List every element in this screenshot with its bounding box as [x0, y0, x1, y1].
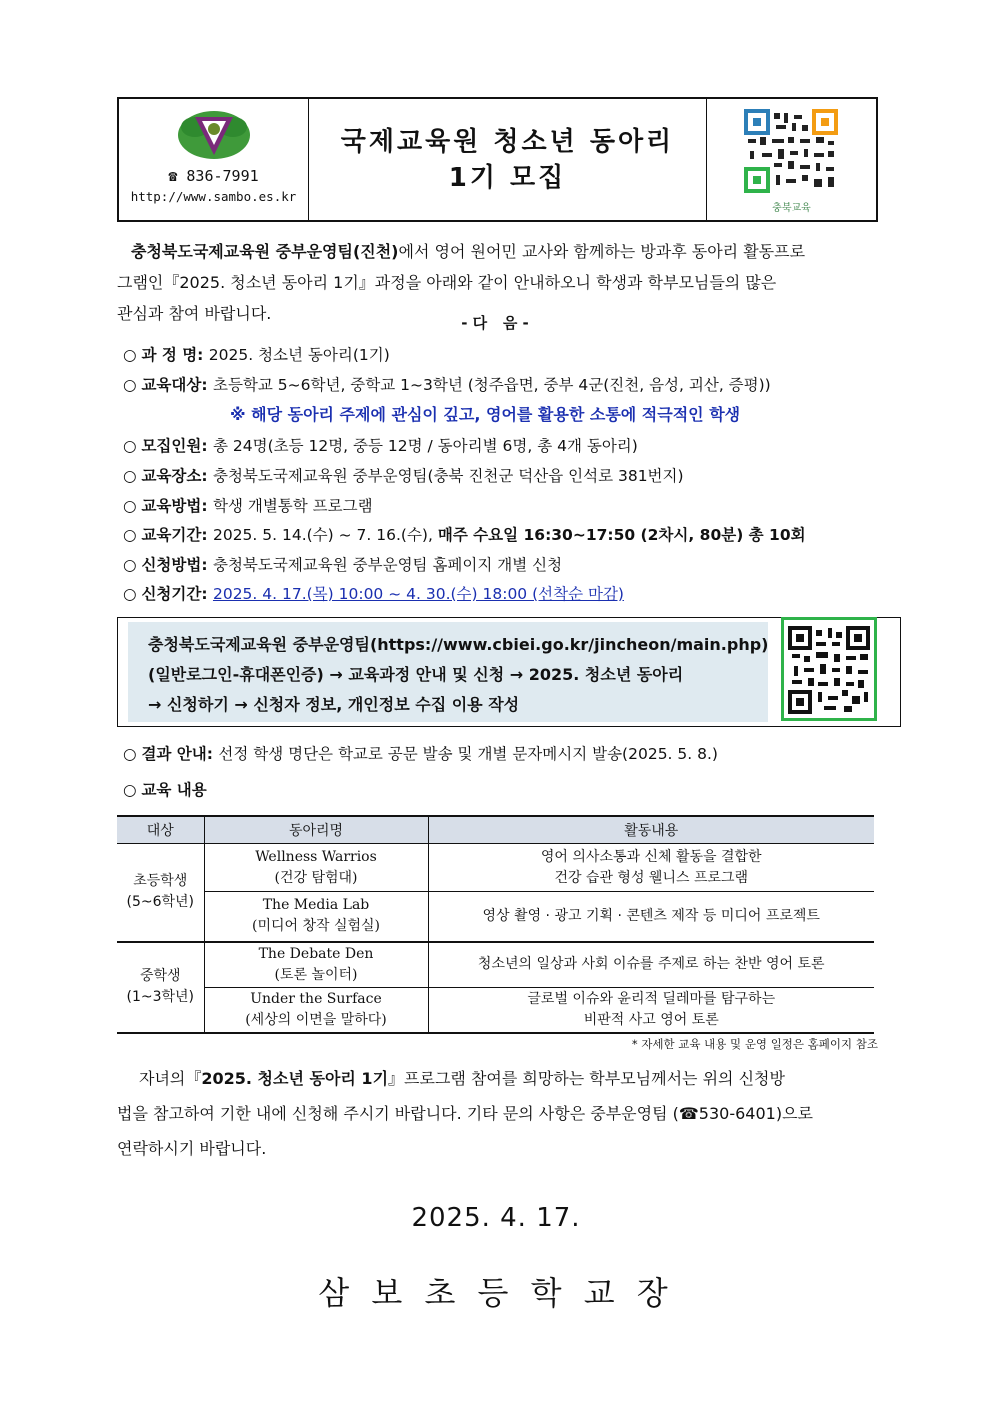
activity-cell	[428, 987, 874, 1033]
target-middle	[117, 942, 204, 1033]
school-logo-icon	[175, 105, 253, 163]
activity-line: 청소년의 일상과 사회 이슈를 주제로 하는 찬반 영어 토론	[477, 956, 825, 972]
club-cell	[204, 892, 428, 942]
table-row	[117, 942, 874, 988]
qr-code-icon[interactable]	[742, 109, 840, 193]
closing-line3: 연락하시기 바랍니다.	[117, 1139, 267, 1158]
intro-org: 충청북도국제교육원 중부운영팀(진천)	[131, 242, 399, 261]
activity-cell	[428, 942, 874, 988]
club-name-en: Under the Surface	[250, 990, 382, 1007]
activity-line: 영상 촬영 · 광고 기획 · 콘텐츠 제작 등 미디어 프로젝트	[482, 907, 820, 924]
activity-line: 글로벌 이슈와 윤리적 딜레마를 탐구하는	[527, 990, 776, 1007]
item-result: ○ 결과 안내: 선정 학생 명단은 학교로 공문 발송 및 개별 문자메시지 발송(2025. 5. 8.)	[123, 745, 718, 763]
closing-post: 』프로그램 참여를 희망하는 학부모님께서는 위의 신청방	[388, 1069, 785, 1088]
closing-line2: 법을 참고하여 기한 내에 신청해 주시기 바랍니다. 기타 문의 사항은 중부운영팀 (☎530-6401)으로	[117, 1104, 813, 1123]
closing-pre: 자녀의『	[139, 1069, 202, 1088]
club-name-ko: (건강 탐험대)	[274, 869, 358, 886]
header-club: 동아리명	[204, 816, 428, 844]
document-date: 2025. 4. 17.	[411, 1203, 581, 1233]
activity-line: 비판적 사고 영어 토론	[583, 1011, 719, 1028]
club-cell	[204, 844, 428, 892]
item-period: ○ 교육기간: 2025. 5. 14.(수) ~ 7. 16.(수), 매주 수요일 16:30~17:50 (2차시, 80분) 총 10회	[123, 526, 806, 544]
target-middle-label: 중학생	[139, 968, 181, 984]
item-target-note: ※ 해당 동아리 주제에 관심이 깊고, 영어를 활용한 소통에 적극적인 학생	[230, 405, 741, 424]
item-method: ○ 교육방법: 학생 개별통학 프로그램	[123, 497, 373, 515]
apply-line1[interactable]: 충청북도국제교육원 중부운영팀(https://www.cbiei.go.kr/jincheon/main.php)	[148, 635, 769, 654]
closing-program: 2025. 청소년 동아리 1기	[201, 1069, 389, 1088]
apply-line3: → 신청하기 → 신청자 정보, 개인정보 수집 이용 작성	[148, 695, 520, 714]
club-cell	[204, 987, 428, 1033]
club-name-en: The Debate Den	[258, 945, 374, 962]
header-target: 대상	[117, 816, 204, 844]
header-activity: 활동내용	[428, 816, 874, 844]
item-content-heading: ○ 교육 내용	[123, 781, 207, 799]
club-name-en: Wellness Warrios	[255, 848, 377, 865]
target-elementary-grade: (5~6학년)	[126, 894, 195, 911]
program-table	[117, 815, 874, 1034]
activity-line: 영어 의사소통과 신체 활동을 결합한	[540, 848, 762, 865]
qr-cell	[706, 99, 876, 220]
activity-line: 건강 습관 형성 웰니스 프로그램	[554, 869, 749, 886]
table-footnote: * 자세한 교육 내용 및 운영 일정은 홈페이지 참조	[631, 1037, 878, 1051]
target-middle-grade: (1~3학년)	[126, 989, 195, 1005]
club-name-ko: (미디어 창작 실험실)	[251, 918, 381, 935]
club-name-ko: (세상의 이면을 말하다)	[245, 1011, 387, 1028]
header-box	[117, 97, 878, 222]
apply-instructions-box	[117, 617, 901, 727]
apply-qr-frame	[781, 617, 877, 721]
apply-line2: (일반로그인-휴대폰인증) → 교육과정 안내 및 신청 → 2025. 청소년 동아리	[148, 665, 684, 684]
table-header-row	[117, 816, 874, 844]
club-name-en: The Media Lab	[262, 897, 370, 914]
target-elementary-label: 초등학생	[133, 873, 188, 890]
table-row	[117, 844, 874, 892]
activity-cell	[428, 844, 874, 892]
club-name-ko: (토론 놀이터)	[274, 966, 358, 983]
school-url[interactable]: http://www.sambo.es.kr	[130, 189, 297, 204]
apply-qr-code-icon[interactable]	[788, 626, 870, 714]
notice-heading: - 다 음 -	[461, 314, 529, 332]
item-recruit: ○ 모집인원: 총 24명(초등 12명, 중등 12명 / 동아리별 6명, 총 4개 동아리)	[123, 437, 638, 455]
school-phone: ☎ 836-7991	[168, 167, 259, 185]
item-target: ○ 교육대상: 초등학교 5~6학년, 중학교 1~3학년 (청주읍면, 중부 4군(진천, 음성, 괴산, 증평))	[123, 376, 771, 394]
apply-instructions-bg	[128, 622, 768, 722]
activity-cell	[428, 892, 874, 942]
intro-line1: 에서 영어 원어민 교사와 함께하는 방과후 동아리 활동프로	[398, 242, 806, 261]
table-row	[117, 892, 874, 942]
item-place: ○ 교육장소: 충청북도국제교육원 중부운영팀(충북 진천군 덕산읍 인석로 381번지)	[123, 467, 684, 485]
table-row	[117, 987, 874, 1033]
club-cell	[204, 942, 428, 988]
item-apply-method: ○ 신청방법: 충청북도국제교육원 중부운영팀 홈페이지 개별 신청	[123, 556, 563, 574]
intro-line2: 그램인『2025. 청소년 동아리 1기』과정을 아래와 같이 안내하오니 학생과 학부모님들의 많은	[117, 273, 777, 292]
closing-paragraph	[117, 1061, 881, 1166]
page-title-line2: 1기 모집	[448, 162, 567, 193]
page-title-line1: 국제교육원 청소년 동아리	[340, 126, 675, 157]
title-cell	[309, 99, 706, 220]
target-elementary	[117, 844, 204, 942]
intro-line3: 관심과 참여 바랍니다.	[117, 304, 272, 323]
signature: 삼 보 초 등 학 교 장	[318, 1274, 674, 1312]
item-course: ○ 과 정 명: 2025. 청소년 동아리(1기)	[123, 346, 390, 364]
school-info-cell	[119, 99, 309, 220]
item-apply-period: ○ 신청기간: 2025. 4. 17.(목) 10:00 ~ 4. 30.(수) 18:00 (선착순 마감)	[123, 585, 624, 603]
qr-caption: 충북교육	[772, 203, 811, 214]
